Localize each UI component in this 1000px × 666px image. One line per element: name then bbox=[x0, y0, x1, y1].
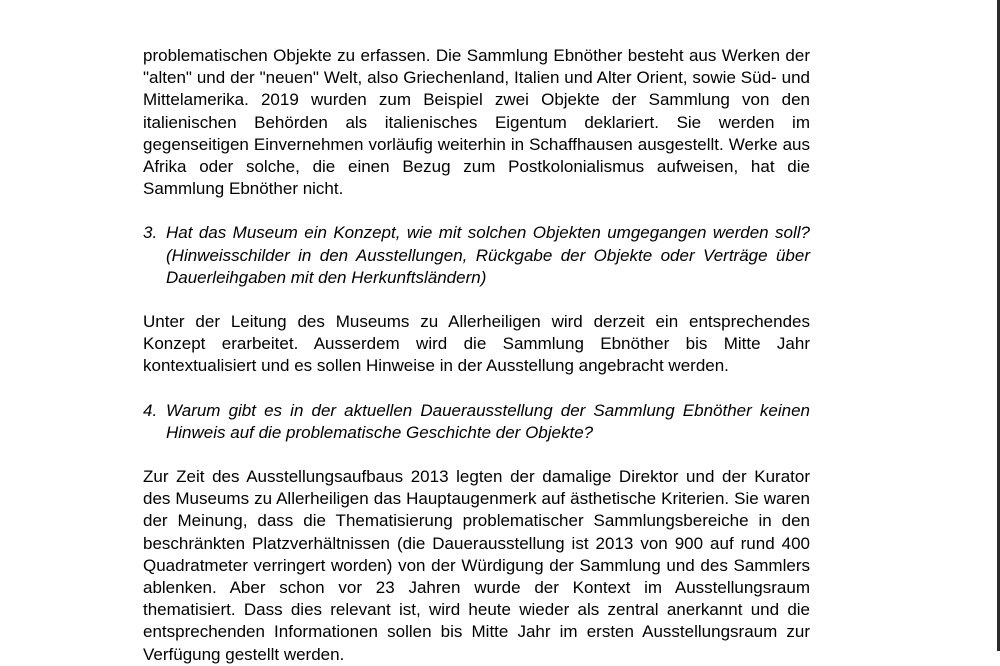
question-text: Warum gibt es in der aktuellen Dauerausstellung der Sammlung Ebnöther keinen Hinweis auf die problematische Geschichte der Objekte? bbox=[166, 400, 810, 442]
question-number: 3. bbox=[143, 223, 158, 243]
answer-paragraph: Unter der Leitung des Museums zu Allerheiligen wird derzeit ein entsprechendes Konzept erarbeitet. Ausserdem wird die Sammlung Ebnöther bis Mitte Jahr kontextualisiert und es sollen Hinweise in der Ausstellung angebracht werden. bbox=[143, 312, 810, 376]
question-text: Hat das Museum ein Konzept, wie mit solchen Objekten umgegangen werden soll? (Hinweisschilder in den Ausstellungen, Rückgabe der Objekte oder Verträge über Dauerleihgaben mit den Herkunftsländern) bbox=[166, 223, 810, 287]
question-4 bbox=[143, 400, 810, 444]
document-body bbox=[143, 45, 810, 666]
answer-paragraph: problematischen Objekte zu erfassen. Die Sammlung Ebnöther besteht aus Werken der "alten" und der "neuen" Welt, also Griechenland, Italien und Alter Orient, sowie Süd- und Mittelamerika. 2019 wurden zum Beispiel zwei Objekte der Sammlung von den italienischen Behörden als italienisches Eigentum deklariert. Sie werden im gegenseitigen Einvernehmen vorläufig weiterhin in Schaffhausen ausgestellt. Werke aus Afrika oder solche, die einen Bezug zum Postkolonialismus aufweisen, hat die Sammlung Ebnöther nicht. bbox=[143, 46, 810, 199]
question-3 bbox=[143, 222, 810, 289]
answer-paragraph: Zur Zeit des Ausstellungsaufbaus 2013 legten der damalige Direktor und der Kurator des Museums zu Allerheiligen das Hauptaugenmerk auf ästhetische Kriterien. Sie waren der Meinung, dass die Thematisierung problematischer Sammlungsbereiche in den beschränkten Platzverhältnissen (die Dauerausstellung ist 2013 von 900 auf rund 400 Quadratmeter verringert worden) von der Würdigung der Sammlung und des Sammlers ablenken. Aber schon vor 23 Jahren wurde der Kontext im Ausstellungsraum thematisiert. Dass dies relevant ist, wird heute wieder als zentral anerkannt und die entsprechenden Informationen sollen bis Mitte Jahr im ersten Ausstellungsraum zur Verfügung gestellt werden. bbox=[143, 467, 810, 664]
question-number: 4. bbox=[143, 400, 158, 420]
